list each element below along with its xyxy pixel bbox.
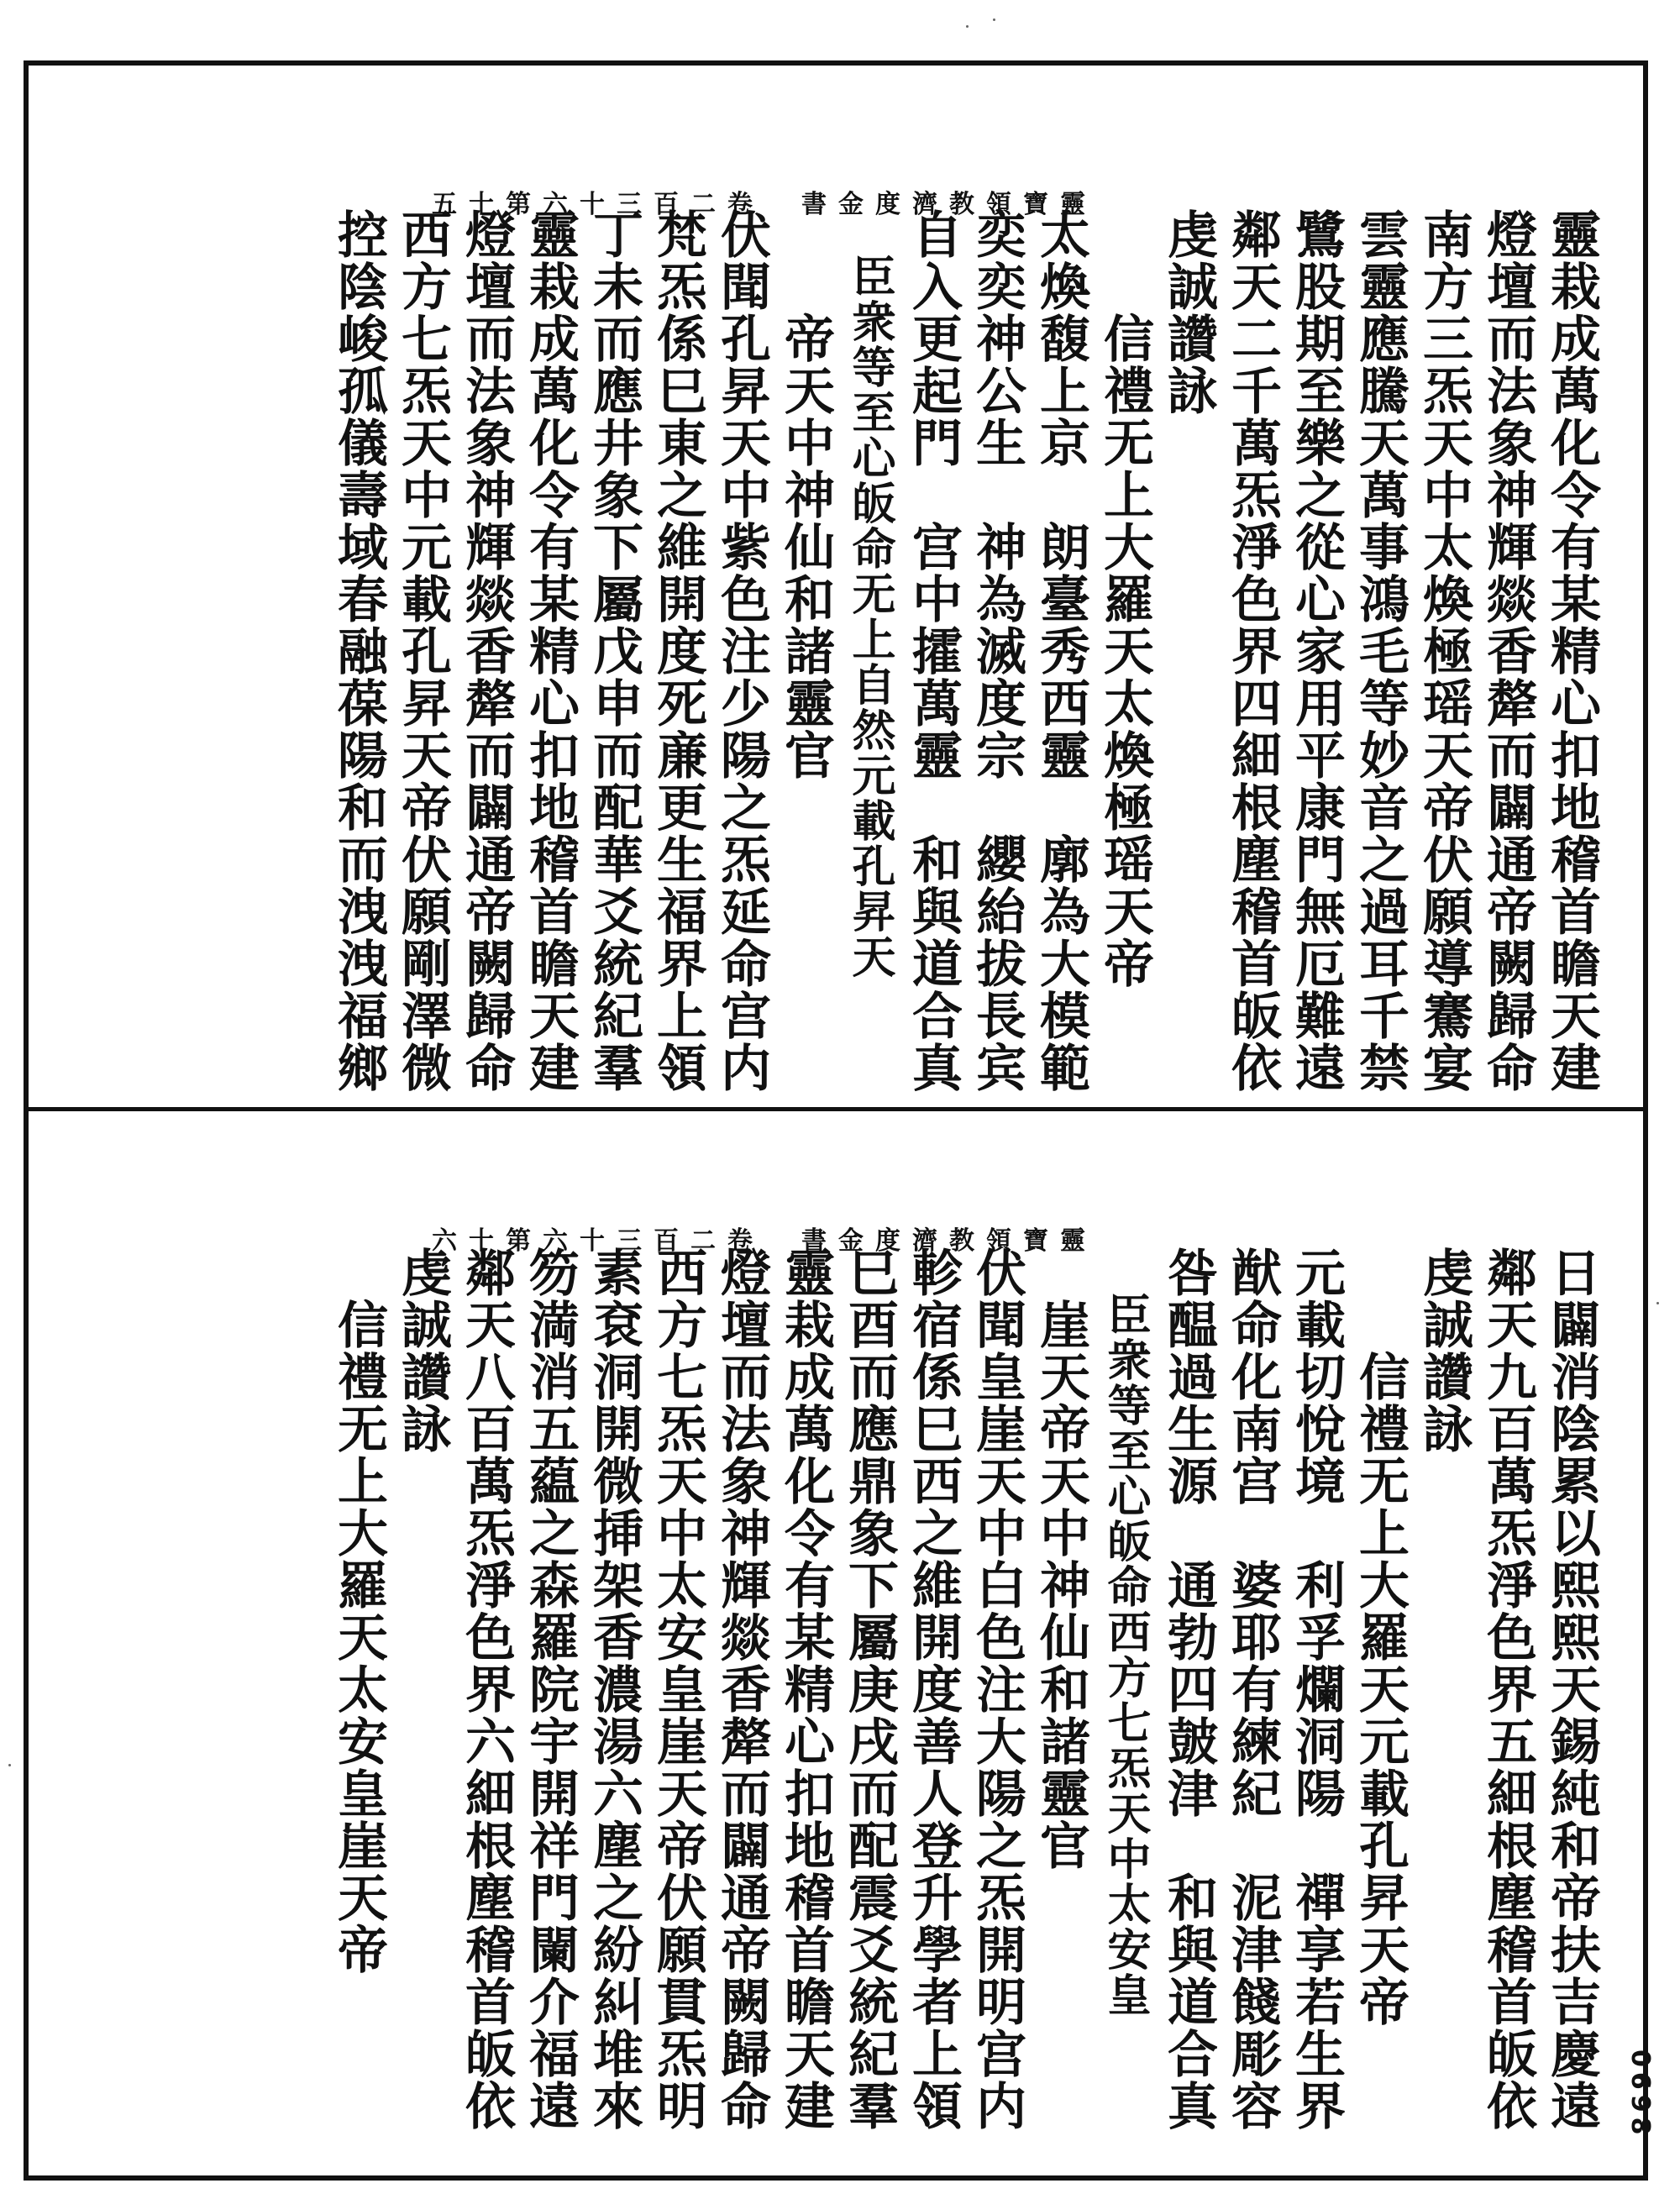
bottom-page-header: 六十第六十三百二卷 書金度濟教領寶靈 <box>432 1226 1097 1256</box>
bottom-column-15: 西方七炁天中太安皇崖天帝伏願貫炁明 <box>648 1246 707 2132</box>
bottom-column-7: 咎醖過生源 通勃四皷津 和與道合真 <box>1159 1246 1218 2132</box>
scan-speck <box>993 18 995 21</box>
top-page-header: 五十第六十三百二卷 書金度濟教領寶靈 <box>432 190 1097 219</box>
top-column-16: 丁未而應井象下屬戊申而配華爻統紀羣 <box>585 208 643 1094</box>
top-column-19: 西方七炁天中元載孔昇天帝伏願剛澤微 <box>393 208 452 1094</box>
top-column-15: 梵炁係巳東之維開度死亷更生福界上領 <box>648 208 707 1094</box>
bottom-column-4: 信禮无上大羅天元載孔昇天帝 <box>1351 1246 1410 2028</box>
bottom-column-18: 鄰天八百萬炁淨色界六細根塵稽首皈依 <box>457 1246 516 2132</box>
bottom-column-11: 軫宿係巳西之維開度善人登升學者上領 <box>904 1246 963 2132</box>
bottom-column-12: 巳酉而應鼎象下屬庚戌而配震爻統紀羣 <box>840 1246 899 2132</box>
bottom-column-1: 日闢消陰累以熙熙天錫純和帝扶吉慶遠 <box>1542 1246 1601 2132</box>
bottom-column-17: 笏満消五藴之森羅院宇開祥門闌介福遠 <box>521 1246 580 2132</box>
bottom-column-19: 虔誠讚詠 <box>393 1246 452 1455</box>
bottom-column-10: 伏聞皇崖天中白色注大陽之炁開明宫内 <box>968 1246 1026 2132</box>
scan-speck <box>8 1764 11 1766</box>
scan-speck <box>1656 1302 1659 1304</box>
top-column-14: 伏聞孔昇天中紫色注少陽之炁延命宫内 <box>712 208 771 1094</box>
top-column-13: 帝天中神仙和諸靈官 <box>776 208 835 781</box>
bottom-column-9: 崖天帝天中神仙和諸靈官 <box>1032 1246 1090 1871</box>
bottom-column-13: 靈栽成萬化令有某精心扣地稽首瞻天建 <box>776 1246 835 2132</box>
bottom-column-3: 虔誠讚詠 <box>1415 1246 1473 1455</box>
scan-speck <box>966 25 969 28</box>
page-number: 0698 <box>1625 2049 1655 2140</box>
panel-divider <box>24 1107 1648 1111</box>
top-column-18: 燈壇而法象神輝燚香犛而闢通帝闕歸命 <box>457 208 516 1094</box>
bottom-column-8: 臣衆等至心皈命西方七炁天中太安皇 <box>1100 1246 1151 2018</box>
bottom-page <box>29 1112 1643 2175</box>
top-column-17: 靈栽成萬化令有某精心扣地稽首瞻天建 <box>521 208 580 1094</box>
top-column-11: 自入更起門 宫中攉萬靈 和與道合真 <box>904 208 963 1094</box>
bottom-column-14: 燈壇而法象神輝燚香犛而闢通帝闕歸命 <box>712 1246 771 2132</box>
top-column-1: 靈栽成萬化令有某精心扣地稽首瞻天建 <box>1542 208 1601 1094</box>
top-column-12: 臣衆等至心皈命无上自然元載孔昇天 <box>844 208 895 979</box>
top-page <box>29 66 1643 1105</box>
top-column-10: 奕奕神公生 神為滅度宗 纓紿拔長宾 <box>968 208 1026 1094</box>
top-column-20: 控陰峻孤儀壽域春融葆陽和而洩洩福鄉 <box>329 208 388 1094</box>
top-column-8: 信禮无上大羅天太煥極瑶天帝 <box>1095 208 1154 989</box>
bottom-column-6: 猷命化南宫 婆耶有練紀 泥津餞彫容 <box>1223 1246 1282 2132</box>
top-column-2: 燈壇而法象神輝燚香犛而闢通帝闕歸命 <box>1478 208 1537 1094</box>
bottom-column-5: 元載切悅境 利孚爛洞陽 禪享若生界 <box>1287 1246 1346 2132</box>
bottom-column-20: 信禮无上大羅天太安皇崖天帝 <box>329 1246 388 1976</box>
top-column-4: 雲靈應騰天萬事鴻毛等妙音之過耳千禁 <box>1351 208 1410 1094</box>
bottom-column-16: 素袞洞開微挿架香濃湯六塵之紛糾堆來 <box>585 1246 643 2132</box>
top-column-7: 虔誠讚詠 <box>1159 208 1218 417</box>
top-column-3: 南方三炁天中太煥極瑶天帝伏願導騫宴 <box>1415 208 1473 1094</box>
top-column-5: 鷺股期至樂之從心家用平康門無厄難遠 <box>1287 208 1346 1094</box>
top-column-9: 太煥馥上京 朗臺秀西靈 廓為大模範 <box>1032 208 1090 1094</box>
top-column-6: 鄰天二千萬炁淨色界四細根塵稽首皈依 <box>1223 208 1282 1094</box>
bottom-column-2: 鄰天九百萬炁淨色界五細根塵稽首皈依 <box>1478 1246 1537 2132</box>
